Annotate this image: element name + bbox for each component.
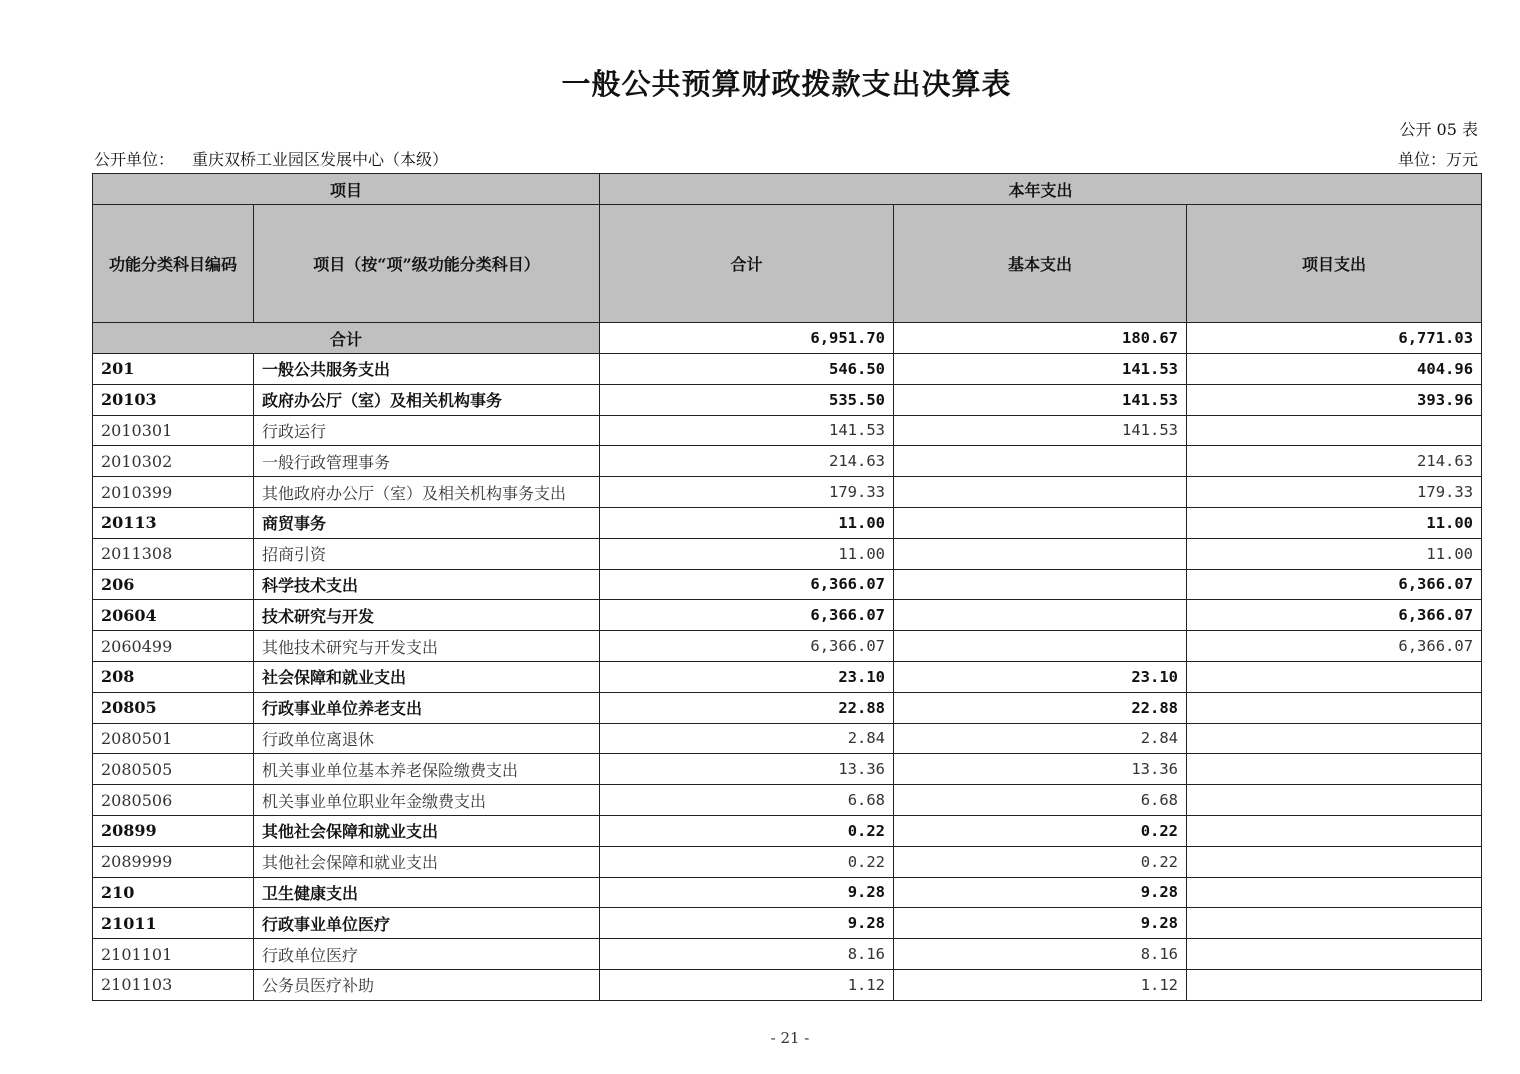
table-row	[93, 723, 1482, 754]
project-cell	[1187, 661, 1482, 692]
total-cell: 0.22	[600, 846, 894, 877]
item-name-cell: 行政单位离退休	[254, 723, 600, 754]
item-name-cell: 科学技术支出	[254, 569, 600, 600]
page-number: - 21 -	[770, 1029, 810, 1047]
page-title: 一般公共预算财政拨款支出决算表	[561, 67, 1012, 101]
table-row	[93, 692, 1482, 723]
project-cell: 179.33	[1187, 477, 1482, 508]
total-cell: 6,366.07	[600, 600, 894, 631]
code-cell: 2010399	[93, 477, 254, 508]
code-cell: 2011308	[93, 538, 254, 569]
total-cell: 23.10	[600, 661, 894, 692]
table-row	[93, 384, 1482, 415]
expenditure-table	[92, 173, 1482, 1001]
total-cell: 22.88	[600, 692, 894, 723]
basic-cell: 13.36	[894, 754, 1187, 785]
project-cell	[1187, 785, 1482, 816]
header-basic: 基本支出	[894, 205, 1187, 323]
code-cell: 2080505	[93, 754, 254, 785]
table-row	[93, 969, 1482, 1000]
basic-cell: 0.22	[894, 846, 1187, 877]
basic-cell	[894, 569, 1187, 600]
code-cell: 201	[93, 354, 254, 385]
table-row	[93, 446, 1482, 477]
project-cell	[1187, 723, 1482, 754]
total-cell: 11.00	[600, 507, 894, 538]
total-sum: 6,951.70	[600, 323, 894, 354]
basic-cell: 141.53	[894, 354, 1187, 385]
project-cell	[1187, 754, 1482, 785]
item-name-cell: 行政事业单位医疗	[254, 908, 600, 939]
basic-cell: 9.28	[894, 908, 1187, 939]
table-row	[93, 354, 1482, 385]
table-row	[93, 569, 1482, 600]
total-cell: 11.00	[600, 538, 894, 569]
item-name-cell: 其他社会保障和就业支出	[254, 815, 600, 846]
unit-info-line	[94, 147, 1478, 170]
total-cell: 1.12	[600, 969, 894, 1000]
code-cell: 2060499	[93, 631, 254, 662]
item-name-cell: 一般公共服务支出	[254, 354, 600, 385]
project-cell	[1187, 846, 1482, 877]
basic-cell: 141.53	[894, 415, 1187, 446]
total-cell: 179.33	[600, 477, 894, 508]
table-row	[93, 846, 1482, 877]
item-name-cell: 招商引资	[254, 538, 600, 569]
item-name-cell: 行政事业单位养老支出	[254, 692, 600, 723]
basic-cell: 6.68	[894, 785, 1187, 816]
code-cell: 20113	[93, 507, 254, 538]
code-cell: 208	[93, 661, 254, 692]
item-name-cell: 技术研究与开发	[254, 600, 600, 631]
item-name-cell: 其他社会保障和就业支出	[254, 846, 600, 877]
project-cell: 6,366.07	[1187, 631, 1482, 662]
unit-label: 公开单位：	[94, 150, 175, 169]
code-cell: 20103	[93, 384, 254, 415]
total-cell: 9.28	[600, 908, 894, 939]
basic-cell: 2.84	[894, 723, 1187, 754]
item-name-cell: 公务员医疗补助	[254, 969, 600, 1000]
basic-cell	[894, 477, 1187, 508]
form-number: 公开 05 表	[1399, 120, 1478, 139]
project-cell	[1187, 969, 1482, 1000]
total-cell: 6.68	[600, 785, 894, 816]
code-cell: 2080501	[93, 723, 254, 754]
total-project: 6,771.03	[1187, 323, 1482, 354]
code-cell: 20899	[93, 815, 254, 846]
total-row	[93, 323, 1482, 354]
total-cell: 6,366.07	[600, 569, 894, 600]
item-name-cell: 行政单位医疗	[254, 939, 600, 970]
header-current-year: 本年支出	[600, 174, 1482, 205]
header-row-2	[93, 205, 1482, 323]
table-row	[93, 415, 1482, 446]
code-cell: 20604	[93, 600, 254, 631]
project-cell: 393.96	[1187, 384, 1482, 415]
total-cell: 13.36	[600, 754, 894, 785]
code-cell: 2101103	[93, 969, 254, 1000]
total-cell: 9.28	[600, 877, 894, 908]
header-project: 项目	[93, 174, 600, 205]
code-cell: 210	[93, 877, 254, 908]
basic-cell: 0.22	[894, 815, 1187, 846]
item-name-cell: 其他技术研究与开发支出	[254, 631, 600, 662]
basic-cell	[894, 446, 1187, 477]
header-total: 合计	[600, 205, 894, 323]
item-name-cell: 机关事业单位基本养老保险缴费支出	[254, 754, 600, 785]
header-item: 项目（按“项”级功能分类科目）	[254, 205, 600, 323]
project-cell: 6,366.07	[1187, 600, 1482, 631]
basic-cell: 22.88	[894, 692, 1187, 723]
table-row	[93, 877, 1482, 908]
unit-name: 重庆双桥工业园区发展中心（本级）	[192, 150, 449, 169]
project-cell	[1187, 939, 1482, 970]
total-cell: 8.16	[600, 939, 894, 970]
table-row	[93, 908, 1482, 939]
header-row-1	[93, 174, 1482, 205]
table-row	[93, 600, 1482, 631]
total-label: 合计	[93, 323, 600, 354]
header-project-exp: 项目支出	[1187, 205, 1482, 323]
code-cell: 2080506	[93, 785, 254, 816]
item-name-cell: 机关事业单位职业年金缴费支出	[254, 785, 600, 816]
table-row	[93, 815, 1482, 846]
table-row	[93, 477, 1482, 508]
project-cell: 404.96	[1187, 354, 1482, 385]
project-cell	[1187, 908, 1482, 939]
project-cell	[1187, 877, 1482, 908]
code-cell: 21011	[93, 908, 254, 939]
item-name-cell: 卫生健康支出	[254, 877, 600, 908]
code-cell: 20805	[93, 692, 254, 723]
basic-cell: 9.28	[894, 877, 1187, 908]
total-cell: 214.63	[600, 446, 894, 477]
project-cell	[1187, 692, 1482, 723]
table-row	[93, 538, 1482, 569]
total-basic: 180.67	[894, 323, 1187, 354]
project-cell: 11.00	[1187, 538, 1482, 569]
basic-cell	[894, 507, 1187, 538]
table-row	[93, 939, 1482, 970]
basic-cell	[894, 538, 1187, 569]
basic-cell: 141.53	[894, 384, 1187, 415]
project-cell	[1187, 815, 1482, 846]
item-name-cell: 其他政府办公厅（室）及相关机构事务支出	[254, 477, 600, 508]
basic-cell: 1.12	[894, 969, 1187, 1000]
total-cell: 2.84	[600, 723, 894, 754]
total-cell: 0.22	[600, 815, 894, 846]
table-row	[93, 631, 1482, 662]
code-cell: 2010301	[93, 415, 254, 446]
project-cell	[1187, 415, 1482, 446]
total-cell: 141.53	[600, 415, 894, 446]
header-code: 功能分类科目编码	[93, 205, 254, 323]
table-row	[93, 785, 1482, 816]
item-name-cell: 商贸事务	[254, 507, 600, 538]
basic-cell	[894, 631, 1187, 662]
table-row	[93, 661, 1482, 692]
basic-cell: 8.16	[894, 939, 1187, 970]
basic-cell	[894, 600, 1187, 631]
publishing-unit	[94, 147, 448, 170]
total-cell: 535.50	[600, 384, 894, 415]
code-cell: 2101101	[93, 939, 254, 970]
currency-unit: 单位：万元	[1397, 150, 1478, 169]
code-cell: 2089999	[93, 846, 254, 877]
total-cell: 6,366.07	[600, 631, 894, 662]
total-cell: 546.50	[600, 354, 894, 385]
project-cell: 6,366.07	[1187, 569, 1482, 600]
item-name-cell: 政府办公厅（室）及相关机构事务	[254, 384, 600, 415]
project-cell: 11.00	[1187, 507, 1482, 538]
table-row	[93, 754, 1482, 785]
table-row	[93, 507, 1482, 538]
item-name-cell: 行政运行	[254, 415, 600, 446]
code-cell: 2010302	[93, 446, 254, 477]
basic-cell: 23.10	[894, 661, 1187, 692]
item-name-cell: 一般行政管理事务	[254, 446, 600, 477]
code-cell: 206	[93, 569, 254, 600]
project-cell: 214.63	[1187, 446, 1482, 477]
item-name-cell: 社会保障和就业支出	[254, 661, 600, 692]
